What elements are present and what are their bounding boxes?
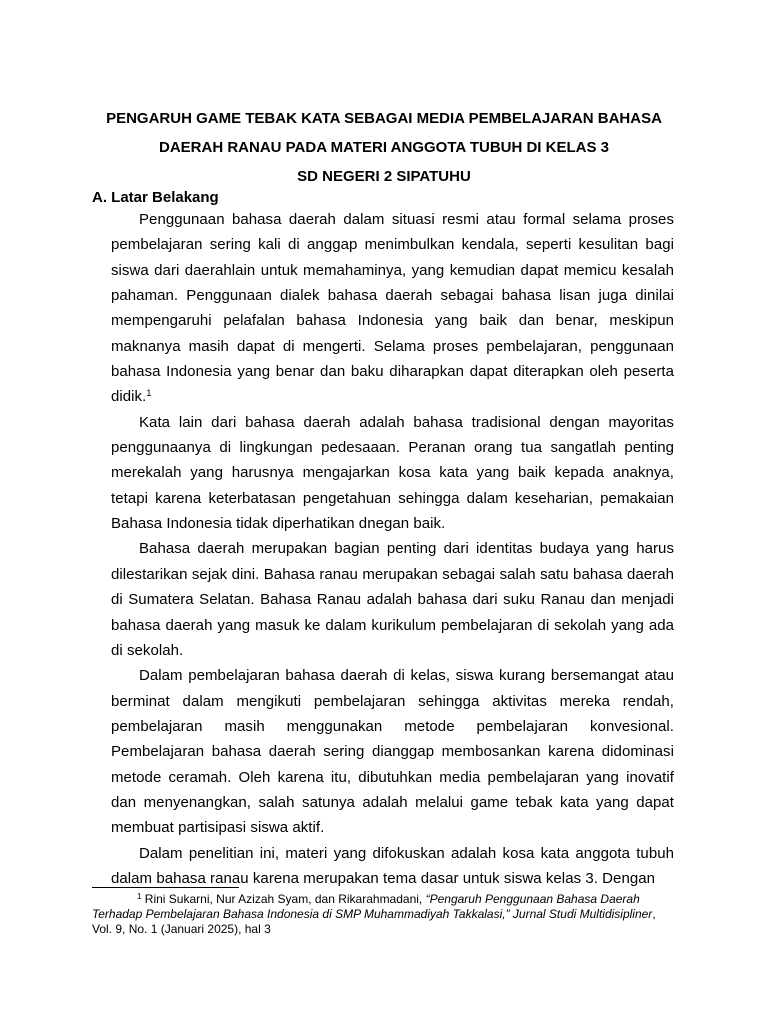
title-line-1: PENGARUH GAME TEBAK KATA SEBAGAI MEDIA PEMBELAJARAN BAHASA <box>106 110 662 127</box>
paragraph-5: Dalam penelitian ini, materi yang difokuskan adalah kosa kata anggota tubuh dalam bahasa ranau karena merupakan tema dasar untuk siswa kelas 3. Dengan <box>111 844 674 887</box>
section-heading: A. Latar Belakang <box>92 189 219 206</box>
footnote <box>92 892 672 937</box>
document-title <box>80 104 688 191</box>
footnote-title: “Pengaruh Penggunaan Bahasa Daerah Terhadap Pembelajaran Bahasa Indonesia di SMP Muhammadiyah Takkalasi,” Jurnal Studi Multidisipliner <box>92 892 653 921</box>
footnote-authors: Rini Sukarni, Nur Azizah Syam, dan Rikarahmadani, <box>144 892 426 906</box>
footnote-separator <box>92 887 239 888</box>
paragraph-3: Bahasa daerah merupakan bagian penting dari identitas budaya yang harus dilestarikan sejak dini. Bahasa ranau merupakan sebagai salah satu bahasa daerah di Sumatera Selatan. Bahasa Ranau adalah bahasa dari suku Ranau dan menjadi bahasa daerah yang masuk ke dalam kurikulum pembelajaran di sekolah yang ada di sekolah. <box>111 540 674 659</box>
footnote-number: 1 <box>137 892 142 901</box>
body-text <box>111 207 674 891</box>
footnote-marker: 1 <box>146 388 152 399</box>
title-line-3: SD NEGERI 2 SIPATUHU <box>297 168 471 185</box>
paragraph-2: Kata lain dari bahasa daerah adalah bahasa tradisional dengan mayoritas penggunaanya di lingkungan pedesaaan. Peranan orang tua sangatlah penting merekalah yang harusnya mengajarkan kosa kata yang baik kepada anaknya, tetapi karena keterbatasan pengetahuan sehingga dalam keseharian, pemakaian Bahasa Indonesia tidak diperhatikan dnegan baik. <box>111 413 674 533</box>
footnote-indent <box>92 892 145 906</box>
footnote-rest: , Vol. 9, No. 1 (Januari 2025), hal 3 <box>92 907 656 936</box>
paragraph-1 <box>111 207 674 410</box>
paragraph-4: Dalam pembelajaran bahasa daerah di kelas, siswa kurang bersemangat atau berminat dalam mengikuti pembelajaran sehingga aktivitas mereka rendah, pembelajaran masih menggunakan metode pembelajaran konvesional. Pembelajaran bahasa daerah sering dianggap membosankan karena didominasi metode ceramah. Oleh karena itu, dibutuhkan media pembelajaran yang inovatif dan menyenangkan, salah satunya adalah melalui game tebak kata yang dapat membuat partisipasi siswa aktif. <box>111 667 674 837</box>
paragraph-1-text: Penggunaan bahasa daerah dalam situasi resmi atau formal selama proses pembelajaran sering kali di anggap menimbulkan kendala, seperti kesulitan bagi siswa dari daerahlain untuk memahaminya, yang kemudian dapat memicu kesalah pahaman. Penggunaan dialek bahasa daerah sebagai bahasa lisan juga dinilai mempengaruhi pelafalan bahasa Indonesia yang baik dan benar, meskipun maknanya masih dapat di mengerti. Selama proses pembelajaran, penggunaan bahasa Indonesia yang benar dan baku diharapkan dapat diterapkan oleh peserta didik. <box>111 211 674 406</box>
title-line-2: DAERAH RANAU PADA MATERI ANGGOTA TUBUH DI KELAS 3 <box>159 139 609 156</box>
